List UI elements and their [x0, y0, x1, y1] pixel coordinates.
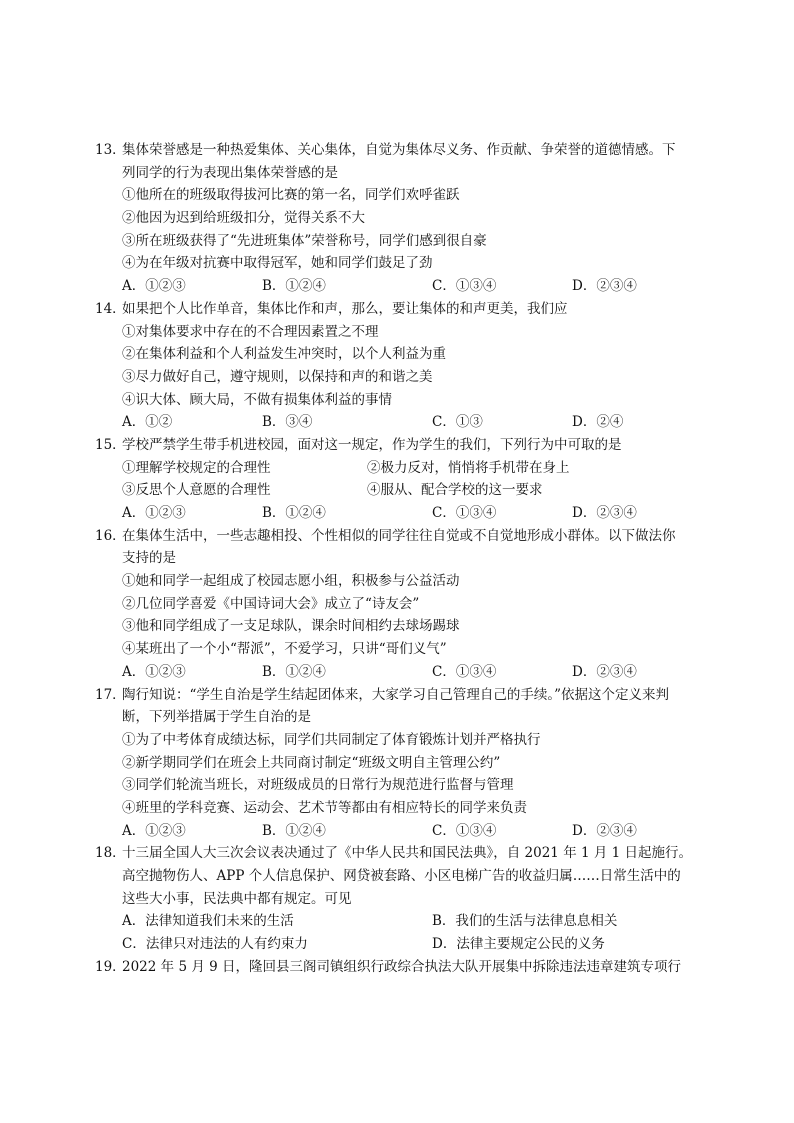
stem-line [0, 547, 794, 570]
question-number: 16． [95, 527, 126, 544]
stem-text: 高空抛物伤人、APP 个人信息保护、网贷被套路、小区电梯广告的收益归属……日常生活中的 [122, 868, 681, 884]
answer-item-text: ③所在班级获得了“先进班集体”荣誉称号，同学们感到很自豪 [122, 232, 487, 249]
option-A: A．①②③ [122, 663, 186, 680]
question-number: 14． [95, 300, 126, 317]
answer-item-text: ③尽力做好自己，遵守规则，以保持和声的和谐之美 [122, 368, 433, 385]
answer-item-text: ①理解学校规定的合理性 [122, 459, 271, 476]
stem-text: 陶行知说：“学生自治是学生结起团体来，大家学习自己管理自己的手续。”依据这个定义来判 [122, 686, 670, 703]
question-17 [0, 684, 794, 843]
question-list [0, 139, 794, 978]
options-row [0, 502, 794, 525]
options-row [0, 661, 794, 684]
answer-item-text: ④某班出了一个小“帮派”，不爱学习，只讲“哥们义气” [122, 641, 447, 658]
answer-item [0, 230, 794, 253]
answer-item-text: ②新学期同学们在班会上共同商讨制定“班级文明自主管理公约” [122, 754, 501, 771]
answer-item-text: ③同学们轮流当班长，对班级成员的日常行为规范进行监督与管理 [122, 777, 514, 794]
options-row [0, 933, 794, 956]
option-B: B．①②④ [262, 663, 326, 680]
option-C: C．①③④ [432, 663, 497, 680]
option-A: A．①②③ [122, 822, 186, 839]
answer-item [0, 570, 794, 593]
answer-item-text: ④服从、配合学校的这一要求 [367, 482, 543, 499]
question-number: 15． [95, 436, 126, 453]
stem-text: 支持的是 [122, 550, 176, 567]
stem-line [0, 888, 794, 911]
answer-item-text: ②他因为迟到给班级扣分，觉得关系不大 [122, 210, 365, 227]
answer-item [0, 366, 794, 389]
answer-item [0, 321, 794, 344]
question-number: 13． [95, 142, 126, 158]
answer-item [0, 797, 794, 820]
stem-line [0, 684, 794, 707]
stem-text: 列同学的行为表现出集体荣誉感的是 [122, 164, 338, 181]
option-A: A．①②③ [122, 278, 186, 295]
option-C: C．①③④ [432, 278, 497, 295]
answer-item-row [0, 479, 794, 502]
stem-line [0, 434, 794, 457]
option-D: D．②③④ [572, 278, 637, 295]
answer-item-text: ①对集体要求中存在的不合理因素置之不理 [122, 323, 379, 340]
option-A: A．①②③ [122, 505, 186, 521]
option-C: C．①③④ [432, 505, 497, 521]
answer-item [0, 729, 794, 752]
answer-item-text: ②极力反对，悄悄将手机带在身上 [367, 459, 570, 476]
answer-item-text: ③反思个人意愿的合理性 [122, 482, 271, 499]
answer-item-text: ②在集体利益和个人利益发生冲突时，以个人利益为重 [122, 346, 446, 363]
answer-item-text: ②几位同学喜爱《中国诗词大会》成立了“诗友会” [122, 595, 420, 612]
stem-text: 在集体生活中，一些志趣相投、个性相似的同学往往自觉或不自觉地形成小群体。以下做法你 [122, 527, 676, 544]
question-number: 17． [95, 686, 126, 703]
question-14 [0, 298, 794, 434]
option-B: B．①②④ [262, 505, 326, 521]
answer-item [0, 343, 794, 366]
question-18 [0, 842, 794, 955]
answer-item [0, 593, 794, 616]
option-B: B．①②④ [262, 822, 326, 839]
stem-line [0, 525, 794, 548]
option-text: D．法律主要规定公民的义务 [432, 936, 605, 953]
stem-text: 这些大小事，民法典中都有规定。可见 [122, 890, 352, 907]
stem-text: 集体荣誉感是一种热爱集体、关心集体，自觉为集体尽义务、作贡献、争荣誉的道德情感。下 [122, 142, 676, 158]
option-B: B．③④ [262, 414, 313, 431]
answer-item [0, 752, 794, 775]
question-number: 19． [95, 958, 126, 975]
options-row [0, 275, 794, 298]
answer-item-row [0, 457, 794, 480]
option-D: D．②③④ [572, 505, 637, 521]
answer-item [0, 615, 794, 638]
answer-item [0, 252, 794, 275]
option-text: A．法律知道我们未来的生活 [122, 913, 294, 930]
answer-item-text: ③他和同学组成了一支足球队，课余时间相约去球场踢球 [122, 618, 460, 635]
stem-line [0, 162, 794, 185]
stem-line [0, 842, 794, 865]
answer-item-text: ④班里的学科竞赛、运动会、艺术节等都由有相应特长的同学来负责 [122, 799, 527, 816]
stem-line [0, 298, 794, 321]
answer-item [0, 774, 794, 797]
options-row [0, 820, 794, 843]
answer-item-text: ①他所在的班级取得拔河比赛的第一名，同学们欢呼雀跃 [122, 187, 460, 204]
option-text: C．法律只对违法的人有约束力 [122, 936, 308, 953]
option-D: D．②③④ [572, 822, 637, 839]
answer-item [0, 638, 794, 661]
stem-line [0, 865, 794, 888]
answer-item [0, 207, 794, 230]
answer-item [0, 184, 794, 207]
options-row [0, 910, 794, 933]
option-C: C．①③④ [432, 822, 497, 839]
option-B: B．①②④ [262, 278, 326, 295]
stem-text: 学校严禁学生带手机进校园，面对这一规定，作为学生的我们，下列行为中可取的是 [122, 436, 622, 453]
stem-text: 十三届全国人大三次会议表决通过了《中华人民共和国民法典》，自 2021 年 1 月 1 日起施行。 [122, 845, 693, 862]
answer-item-text: ④为在年级对抗赛中取得冠军，她和同学们鼓足了劲 [122, 255, 433, 272]
answer-item-text: ①她和同学一起组成了校园志愿小组，积极参与公益活动 [122, 573, 460, 590]
question-19 [0, 956, 794, 979]
option-A: A．①② [122, 414, 173, 431]
answer-item-text: ④识大体、顾大局，不做有损集体利益的事情 [122, 391, 392, 408]
question-16 [0, 525, 794, 684]
stem-line [0, 956, 794, 979]
option-D: D．②④ [572, 414, 624, 431]
stem-line [0, 706, 794, 729]
option-C: C．①③ [432, 414, 483, 431]
answer-item [0, 389, 794, 412]
question-13 [0, 139, 794, 298]
options-row [0, 411, 794, 434]
answer-item-text: ①为了中考体育成绩达标，同学们共同制定了体育锻炼计划并严格执行 [122, 731, 541, 748]
question-number: 18． [95, 845, 126, 862]
question-15 [0, 434, 794, 525]
stem-text: 如果把个人比作单音，集体比作和声，那么，要让集体的和声更美，我们应 [122, 300, 568, 317]
option-text: B．我们的生活与法律息息相关 [432, 913, 618, 930]
option-D: D．②③④ [572, 663, 637, 680]
stem-text: 2022 年 5 月 9 日，隆回县三阁司镇组织行政综合执法大队开展集中拆除违法违章建筑专项行 [122, 958, 681, 975]
stem-text: 断，下列举措属于学生自治的是 [122, 709, 311, 726]
stem-line [0, 139, 794, 162]
